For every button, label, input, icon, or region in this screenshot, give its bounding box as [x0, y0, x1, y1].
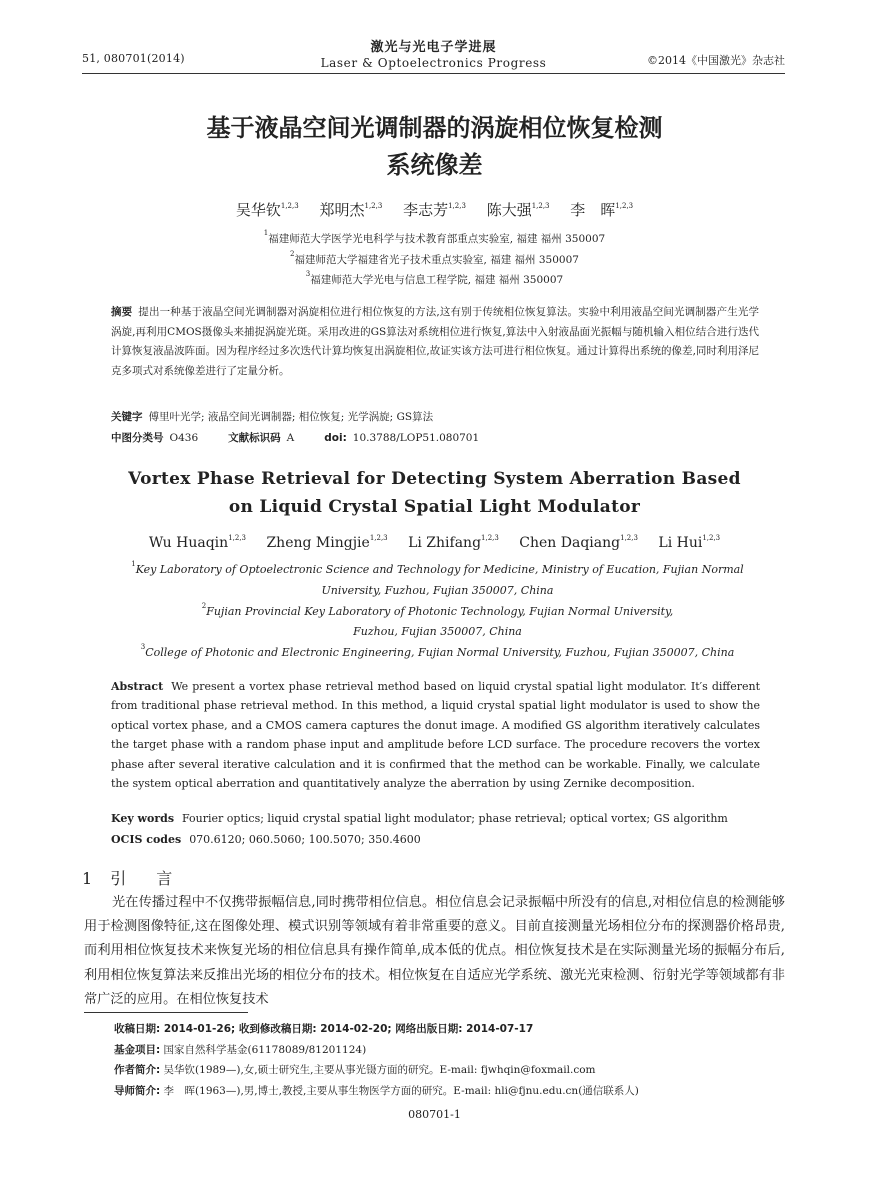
- cn-abstract: [111, 303, 759, 381]
- class-value: O436: [169, 432, 199, 444]
- cn-keywords: [111, 409, 759, 425]
- en-abstract-text: We present a vortex phase retrieval method based on liquid crystal spatial light modulator. It′s different from traditional phase retrieval method. In this method, a liquid crystal spatial light modulator is used to show the optical vortex phase, and a CMOS camera captures the donut image. A modified GS algorithm iteratively calculates the target phase with a random phase input and amplitude before LCD surface. The procedure recovers the vortex phase after several iterative calculation and it is confirmed that the method can be workable. Finally, we calculate the system optical aberration and quantitatively analyze the aberration by using Zernike decomposition.: [111, 680, 760, 791]
- footnote-rule: [84, 1012, 248, 1013]
- header-rule: [82, 73, 785, 74]
- doc-code-value: A: [286, 432, 295, 444]
- en-author: Li Zhifang$^{1,2,3}$: [408, 534, 499, 551]
- copyright: ©2014《中国激光》杂志社: [647, 54, 785, 67]
- footnote-fund: 基金项目: 国家自然科学基金(61178089/81201124): [114, 1043, 367, 1056]
- en-authors: [82, 535, 787, 551]
- en-author: Wu Huaqin$^{1,2,3}$: [148, 534, 246, 551]
- journal-name-en: Laser & Optoelectronics Progress: [320, 56, 547, 70]
- cn-title-line: 基于液晶空间光调制器的涡旋相位恢复检测: [206, 114, 663, 142]
- section-title-part: 言: [156, 869, 173, 888]
- cn-author: 吴华钦$^{1,2,3}$: [235, 201, 299, 219]
- section-heading: [82, 866, 172, 889]
- section-number: 1: [82, 869, 93, 888]
- cn-abstract-text: 提出一种基于液晶空间光调制器对涡旋相位进行相位恢复的方法,这有别于传统相位恢复算法。实验中利用液晶空间光调制器产生光学涡旋,再利用CMOS摄像头来捕捉涡旋光斑。采用改进的GS算法对系统相位进行恢复,算法中入射液晶面光振幅与随机输入相位结合进行迭代计算恢复液晶波阵面。因为程序经过多次迭代计算均恢复出涡旋相位,故证实该方法可进行相位恢复。通过计算得出系统的像差,同时利用泽尼克多项式对系统像差进行了定量分析。: [111, 306, 759, 377]
- cn-author: 李志芳$^{1,2,3}$: [403, 201, 466, 219]
- cn-affiliation: $^2$福建师范大学福建省光子技术重点实验室, 福建 福州 350007: [290, 249, 579, 266]
- en-author: Chen Daqiang$^{1,2,3}$: [519, 534, 638, 551]
- section-title-part: 引: [110, 869, 127, 888]
- en-affiliation: $^1$Key Laboratory of Optoelectronic Science and Technology for Medicine, Ministry of Eucation, Fujian Normal: [131, 560, 744, 576]
- en-title-line: Vortex Phase Retrieval for Detecting System Aberration Based: [128, 469, 741, 489]
- footnote-author: 作者简介: 吴华钦(1989—),女,硕士研究生,主要从事光镊方面的研究。E-mail: fjwhqin@foxmail.com: [114, 1064, 596, 1076]
- en-affiliation-cont: University, Fuzhou, Fujian 350007, China: [321, 583, 554, 597]
- en-affiliation: $^3$College of Photonic and Electronic Engineering, Fujian Normal University, Fuzhou, Fujian 350007, China: [140, 643, 735, 660]
- footnote-dates: 收稿日期: 2014-01-26; 收到修改稿日期: 2014-02-20; 网络出版日期: 2014-07-17: [114, 1023, 534, 1035]
- en-keywords-text: Fourier optics; liquid crystal spatial light modulator; phase retrieval; optical vortex; GS algorithm: [182, 812, 728, 825]
- en-author: Li Hui$^{1,2,3}$: [658, 534, 721, 551]
- en-keywords-label: Key words: [111, 812, 175, 825]
- cn-author: 李 晖$^{1,2,3}$: [570, 201, 634, 219]
- en-title-line: on Liquid Crystal Spatial Light Modulator: [228, 497, 641, 517]
- journal-name-cn: 激光与光电子学进展: [370, 40, 497, 55]
- en-affiliation: $^2$Fujian Provincial Key Laboratory of Photonic Technology, Fujian Normal University,: [201, 601, 674, 618]
- cn-authors: [82, 199, 787, 220]
- cn-affiliation: $^3$福建师范大学光电与信息工程学院, 福建 福州 350007: [305, 270, 564, 286]
- cn-title: [82, 110, 787, 184]
- cn-keywords-text: 傅里叶光学; 液晶空间光调制器; 相位恢复; 光学涡旋; GS算法: [148, 411, 434, 423]
- en-abstract: [111, 677, 760, 793]
- running-header: [82, 36, 785, 70]
- en-title: [82, 465, 787, 521]
- doi-value: 10.3788/LOP51.080701: [352, 432, 480, 444]
- cn-keywords-label: 关键字: [111, 411, 143, 423]
- footnotes: [114, 1019, 786, 1101]
- cn-affiliations: [82, 229, 787, 291]
- footnote-advisor: 导师简介: 李 晖(1963—),男,博士,教授,主要从事生物医学方面的研究。E-mail: hli@fjnu.edu.cn(通信联系人): [114, 1084, 639, 1097]
- cn-affiliation: $^1$福建师范大学医学光电科学与技术教育部重点实验室, 福建 福州 350007: [263, 229, 606, 245]
- en-abstract-label: Abstract: [111, 680, 164, 693]
- doi-label: doi:: [324, 432, 347, 444]
- ocis-text: 070.6120; 060.5060; 100.5070; 350.4600: [189, 833, 421, 846]
- cn-author: 郑明杰$^{1,2,3}$: [319, 201, 383, 219]
- class-label: 中图分类号: [111, 432, 164, 444]
- ocis-label: OCIS codes: [111, 833, 182, 846]
- en-affiliation-cont: Fuzhou, Fujian 350007, China: [353, 625, 522, 639]
- cn-author: 陈大强$^{1,2,3}$: [486, 201, 550, 219]
- doc-code-label: 文献标识码: [228, 432, 281, 444]
- en-author: Zheng Mingjie$^{1,2,3}$: [266, 534, 388, 551]
- cn-classification: [111, 430, 759, 446]
- cn-title-line: 系统像差: [386, 151, 483, 179]
- page-number: 080701-1: [408, 1108, 461, 1121]
- volume-issue: 51, 080701(2014): [82, 52, 185, 65]
- en-keywords: [111, 811, 760, 827]
- en-affiliations: [105, 560, 770, 664]
- cn-abstract-label: 摘要: [111, 306, 133, 318]
- ocis-codes: [111, 832, 760, 848]
- body-paragraph: 光在传播过程中不仅携带振幅信息,同时携带相位信息。相位信息会记录振幅中所没有的信息,对相位信息的检测能够用于检测图像特征,这在图像处理、模式识别等领域有着非常重要的意义。目前直接测量光场相位分布的探测器价格昂贵,而利用相位恢复技术来恢复光场的相位信息具有操作简单,成本低的优点。相位恢复技术是在实际测量光场的振幅分布后,利用相位恢复算法来反推出光场的相位分布的技术。相位恢复在自适应光学系统、激光光束检测、衍射光学等领域都有非常广泛的应用。在相位恢复技术: [84, 895, 785, 1007]
